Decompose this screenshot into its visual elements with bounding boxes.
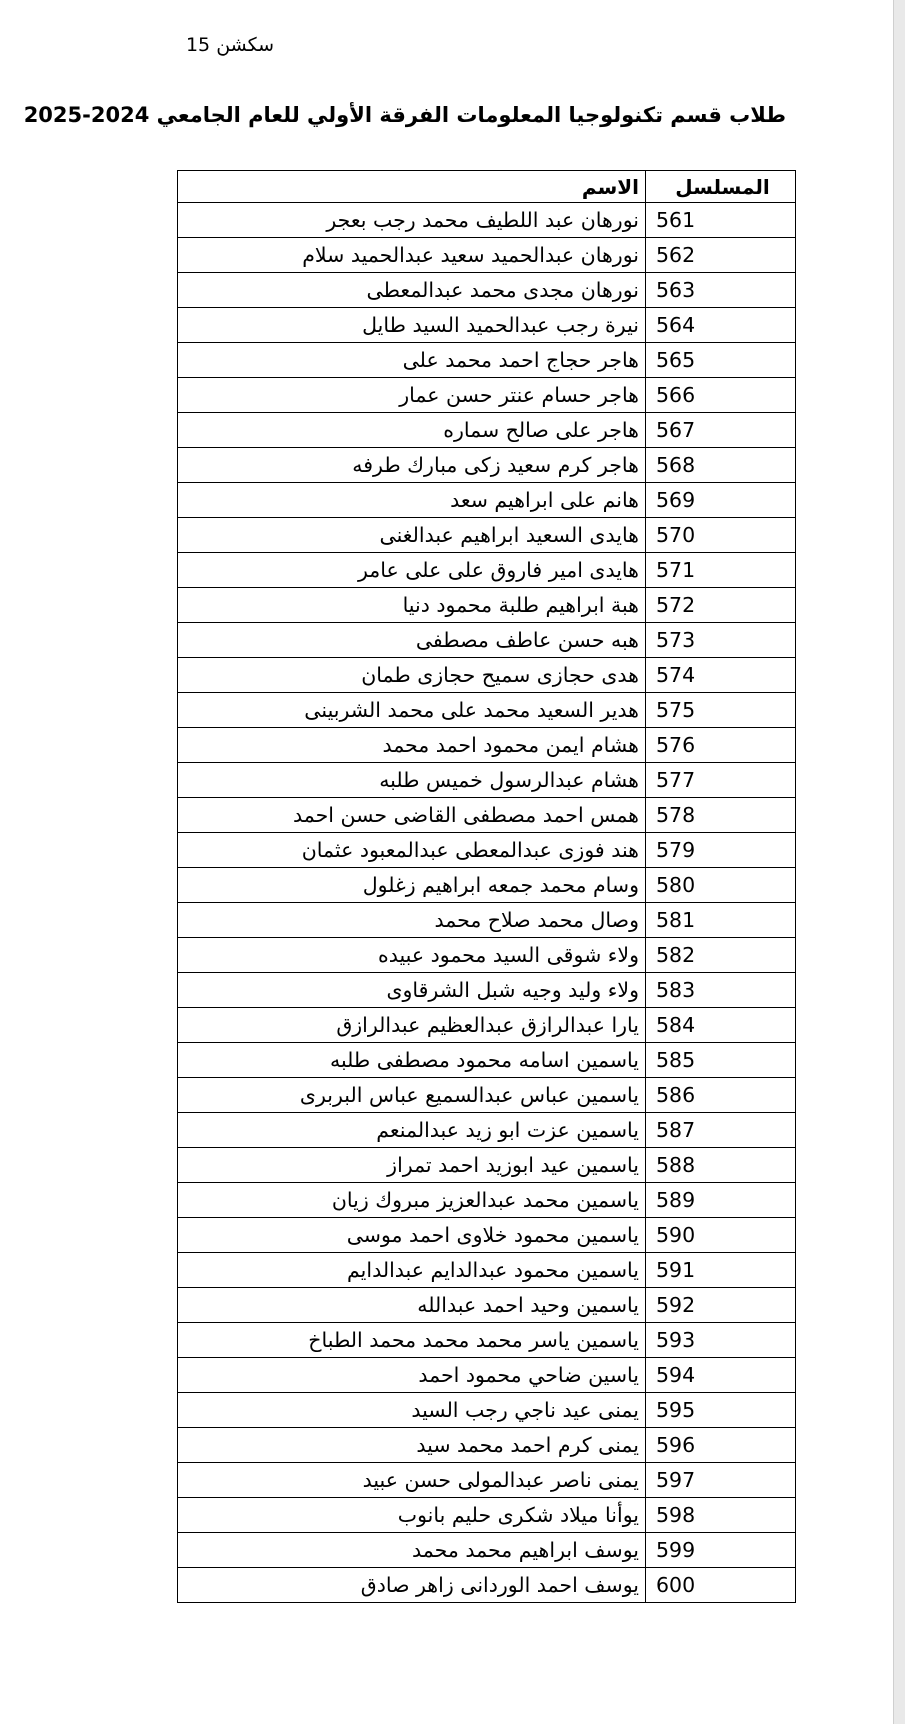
header-name: الاسم [178,171,646,203]
name-cell: هايدى امير فاروق على على عامر [178,553,646,588]
serial-cell: 589 [646,1183,796,1218]
name-cell: ياسمين محمد عبدالعزيز مبروك زيان [178,1183,646,1218]
table-header-row [178,171,796,203]
serial-cell: 570 [646,518,796,553]
table-row [178,1323,796,1358]
name-cell: ياسمين عيد ابوزيد احمد تمراز [178,1148,646,1183]
serial-cell: 600 [646,1568,796,1603]
table-row [178,1218,796,1253]
name-cell: نورهان عبدالحميد سعيد عبدالحميد سلام [178,238,646,273]
name-cell: وسام محمد جمعه ابراهيم زغلول [178,868,646,903]
name-cell: يوسف احمد الوردانى زاهر صادق [178,1568,646,1603]
table-row [178,763,796,798]
name-cell: هاجر حجاج احمد محمد على [178,343,646,378]
serial-cell: 574 [646,658,796,693]
serial-cell: 568 [646,448,796,483]
page-title: طلاب قسم تكنولوجيا المعلومات الفرقة الأولي للعام الجامعي 2024-2025 [23,103,786,127]
name-cell: ياسمين محمود خلاوى احمد موسى [178,1218,646,1253]
table-row [178,1078,796,1113]
table-row [178,728,796,763]
serial-cell: 561 [646,203,796,238]
name-cell: يمنى عيد ناجي رجب السيد [178,1393,646,1428]
name-cell: ياسمين اسامه محمود مصطفى طلبه [178,1043,646,1078]
table-row [178,623,796,658]
serial-cell: 565 [646,343,796,378]
name-cell: هدير السعيد محمد على محمد الشربينى [178,693,646,728]
name-cell: نورهان مجدى محمد عبدالمعطى [178,273,646,308]
serial-cell: 585 [646,1043,796,1078]
table-row [178,658,796,693]
serial-cell: 599 [646,1533,796,1568]
name-cell: هبه حسن عاطف مصطفى [178,623,646,658]
serial-cell: 576 [646,728,796,763]
serial-cell: 582 [646,938,796,973]
table-row [178,973,796,1008]
table-row [178,1428,796,1463]
serial-cell: 571 [646,553,796,588]
table-row [178,1498,796,1533]
name-cell: هاجر على صالح سماره [178,413,646,448]
serial-cell: 579 [646,833,796,868]
table-row [178,238,796,273]
serial-cell: 563 [646,273,796,308]
name-cell: ياسين ضاحي محمود احمد [178,1358,646,1393]
table-row [178,203,796,238]
table-row [178,483,796,518]
serial-cell: 569 [646,483,796,518]
table-row [178,693,796,728]
name-cell: ياسمين ياسر محمد محمد محمد الطباخ [178,1323,646,1358]
table-row [178,1183,796,1218]
name-cell: هاجر حسام عنتر حسن عمار [178,378,646,413]
serial-cell: 591 [646,1253,796,1288]
serial-cell: 586 [646,1078,796,1113]
serial-cell: 581 [646,903,796,938]
serial-cell: 572 [646,588,796,623]
name-cell: هشام عبدالرسول خميس طلبه [178,763,646,798]
serial-cell: 597 [646,1463,796,1498]
serial-cell: 595 [646,1393,796,1428]
table-row [178,308,796,343]
table-row [178,1393,796,1428]
table-row [178,1358,796,1393]
serial-cell: 583 [646,973,796,1008]
table-row [178,553,796,588]
serial-cell: 575 [646,693,796,728]
name-cell: ياسمين عزت ابو زيد عبدالمنعم [178,1113,646,1148]
name-cell: هاجر كرم سعيد زكى مبارك طرفه [178,448,646,483]
name-cell: هايدى السعيد ابراهيم عبدالغنى [178,518,646,553]
serial-cell: 584 [646,1008,796,1043]
serial-cell: 573 [646,623,796,658]
table-row [178,868,796,903]
table-row [178,378,796,413]
table-row [178,1043,796,1078]
name-cell: ياسمين محمود عبدالدايم عبدالدايم [178,1253,646,1288]
table-row [178,273,796,308]
table-row [178,1253,796,1288]
table-row [178,1533,796,1568]
table-row [178,798,796,833]
table-row [178,1463,796,1498]
serial-cell: 596 [646,1428,796,1463]
serial-cell: 594 [646,1358,796,1393]
name-cell: وصال محمد صلاح محمد [178,903,646,938]
name-cell: يمنى ناصر عبدالمولى حسن عبيد [178,1463,646,1498]
table-row [178,1008,796,1043]
serial-cell: 593 [646,1323,796,1358]
serial-cell: 578 [646,798,796,833]
serial-cell: 564 [646,308,796,343]
serial-cell: 580 [646,868,796,903]
name-cell: هانم على ابراهيم سعد [178,483,646,518]
table-row [178,1568,796,1603]
name-cell: ياسمين عباس عبدالسميع عباس البربرى [178,1078,646,1113]
table-row [178,833,796,868]
table-row [178,938,796,973]
serial-cell: 577 [646,763,796,798]
table-row [178,903,796,938]
table-row [178,448,796,483]
serial-cell: 598 [646,1498,796,1533]
name-cell: همس احمد مصطفى القاضى حسن احمد [178,798,646,833]
name-cell: هشام ايمن محمود احمد محمد [178,728,646,763]
name-cell: ياسمين وحيد احمد عبدالله [178,1288,646,1323]
name-cell: نورهان عبد اللطيف محمد رجب بعجر [178,203,646,238]
name-cell: يارا عبدالرازق عبدالعظيم عبدالرازق [178,1008,646,1043]
table-row [178,588,796,623]
serial-cell: 562 [646,238,796,273]
serial-cell: 590 [646,1218,796,1253]
serial-cell: 567 [646,413,796,448]
name-cell: هدى حجازى سميح حجازى طمان [178,658,646,693]
table-row [178,1148,796,1183]
name-cell: ولاء وليد وجيه شبل الشرقاوى [178,973,646,1008]
table-row [178,518,796,553]
table-row [178,1288,796,1323]
section-label: سكشن 15 [185,34,275,56]
table-row [178,413,796,448]
header-serial: المسلسل [646,171,796,203]
table-row [178,343,796,378]
name-cell: نيرة رجب عبدالحميد السيد طايل [178,308,646,343]
serial-cell: 587 [646,1113,796,1148]
name-cell: يوأنا ميلاد شكرى حليم بانوب [178,1498,646,1533]
table-row [178,1113,796,1148]
name-cell: هبة ابراهيم طلبة محمود دنيا [178,588,646,623]
serial-cell: 588 [646,1148,796,1183]
name-cell: يوسف ابراهيم محمد محمد [178,1533,646,1568]
students-table [177,170,796,1603]
name-cell: ولاء شوقى السيد محمود عبيده [178,938,646,973]
name-cell: هند فوزى عبدالمعطى عبدالمعبود عثمان [178,833,646,868]
serial-cell: 592 [646,1288,796,1323]
name-cell: يمنى كرم احمد محمد سيد [178,1428,646,1463]
serial-cell: 566 [646,378,796,413]
